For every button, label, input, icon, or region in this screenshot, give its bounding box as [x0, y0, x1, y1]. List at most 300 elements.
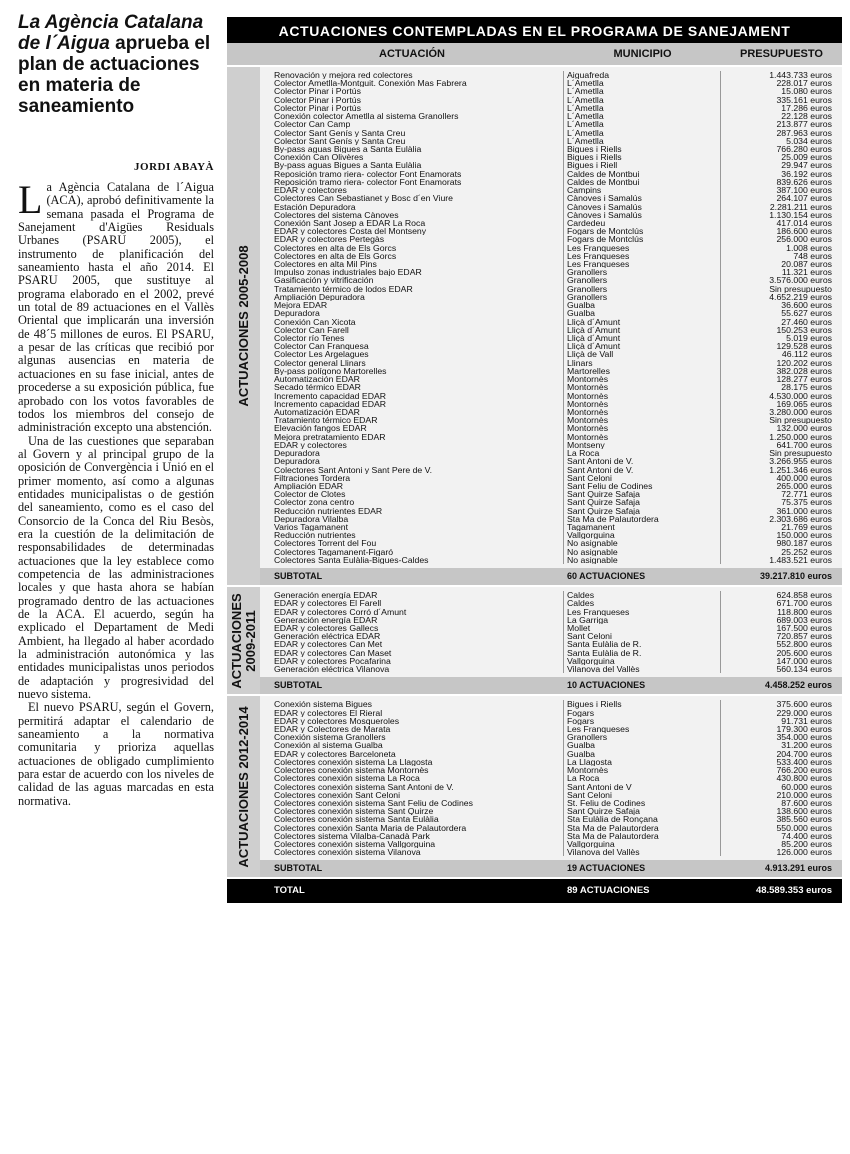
table-row [260, 161, 842, 169]
municipio-cell: Santa Eulàlia de R. [564, 649, 721, 657]
presupuesto-cell: 3.576.000 euros [769, 276, 832, 285]
table-row [260, 750, 842, 758]
table-row [260, 733, 842, 741]
actuacion-cell: Ampliación EDAR [260, 482, 564, 490]
actuacion-cell: Automatización EDAR [260, 408, 564, 416]
municipio-cell: Sant Celoni [564, 474, 721, 482]
presupuesto-cell: 264.107 euros [776, 194, 832, 203]
presupuesto-cell: 138.600 euros [776, 807, 832, 816]
presupuesto-cell: 46.112 euros [781, 350, 832, 359]
actuacion-cell: Mejora EDAR [260, 301, 564, 309]
table-row [260, 449, 842, 457]
presupuesto-cell: 210.000 euros [776, 790, 832, 799]
municipio-cell: Sta Ma de Palautordera [564, 832, 721, 840]
period-section [227, 694, 842, 877]
actuacion-cell: Gasificación y vitrificación [260, 276, 564, 284]
presupuesto-cell: 150.253 euros [776, 325, 832, 334]
presupuesto-cell: 624.858 euros [776, 591, 832, 600]
municipio-cell: Cànoves i Samalús [564, 211, 721, 219]
table-row [260, 466, 842, 474]
municipio-cell: L´Ametlla [564, 104, 721, 112]
presupuesto-cell: 87.600 euros [781, 798, 832, 808]
presupuesto-cell: 839.626 euros [776, 177, 832, 187]
actuacion-cell: Colector Pinar i Portús [260, 104, 564, 112]
municipio-cell: L´Ametlla [564, 96, 721, 104]
article-headline [18, 12, 214, 117]
actuacion-cell: Filtraciones Tordera [260, 474, 564, 482]
presupuesto-cell: 11.321 euros [781, 268, 832, 277]
byline: JORDI ABAYÀ [134, 161, 214, 173]
table-row [260, 203, 842, 211]
table-row [260, 848, 842, 856]
presupuesto-cell: 766.280 euros [776, 144, 832, 154]
actuacion-cell: EDAR y colectores Pertegàs [260, 235, 564, 243]
actuacion-cell: Conexión Can Olivères [260, 153, 564, 161]
presupuesto-cell: 128.277 euros [776, 375, 832, 384]
municipio-cell: Caldes de Montbui [564, 170, 721, 178]
municipio-cell: Sant Celoni [564, 791, 721, 799]
table-row [260, 717, 842, 725]
municipio-cell: Granollers [564, 733, 721, 741]
municipio-cell: Caldes [564, 591, 721, 599]
presupuesto-cell: 36.600 euros [781, 301, 832, 310]
table-row [260, 758, 842, 766]
table-row [260, 799, 842, 807]
header-spacer [227, 43, 260, 65]
table-row [260, 599, 842, 607]
subtotal-label: SUBTOTAL [274, 863, 323, 874]
municipio-cell: La Roca [564, 449, 721, 457]
article-body [18, 177, 214, 808]
municipio-cell: L´Ametlla [564, 87, 721, 95]
table-row [260, 725, 842, 733]
municipio-cell: Martorelles [564, 367, 721, 375]
actuacion-cell: Colectores del sistema Cànoves [260, 211, 564, 219]
actuacion-cell: Colectores conexión Santa Maria de Palautordera [260, 824, 564, 832]
presupuesto-cell: 1.443.733 euros [769, 71, 832, 80]
municipio-cell: Sant Quirze Safaja [564, 498, 721, 506]
presupuesto-cell: 1.008 euros [786, 243, 832, 252]
municipio-cell: L´Ametlla [564, 120, 721, 128]
actuacion-cell: EDAR y colectores Corró d´Amunt [260, 608, 564, 616]
table-row [260, 824, 842, 832]
presupuesto-cell: 748 euros [793, 251, 832, 261]
actuacion-cell: Colectores Sant Antoni y Sant Pere de V. [260, 466, 564, 474]
subtotal-row [260, 568, 842, 585]
presupuesto-cell: Sin presupuesto [769, 449, 832, 458]
period-label-text [230, 593, 258, 688]
table-row [260, 334, 842, 342]
municipio-cell: Caldes de Montbui [564, 178, 721, 186]
table-row [260, 178, 842, 186]
subtotal-amount: 39.217.810 euros [759, 571, 832, 582]
table-row [260, 235, 842, 243]
municipio-cell: Fogars [564, 709, 721, 717]
subtotal-row [260, 860, 842, 877]
municipio-cell: L´Ametlla [564, 129, 721, 137]
municipio-cell: Sant Feliu de Codines [564, 482, 721, 490]
table-row [260, 657, 842, 665]
municipio-cell: Lliçà d´Amunt [564, 334, 721, 342]
actuacion-cell: Colectores conexión sistema Vilanova [260, 848, 564, 856]
presupuesto-cell: 15.080 euros [781, 87, 832, 96]
actuacion-cell: EDAR y colectores [260, 186, 564, 194]
table-row [260, 285, 842, 293]
table-row [260, 260, 842, 268]
period-label-line: ACTUACIONES [228, 593, 244, 689]
table-row [260, 268, 842, 276]
presupuesto-cell: 22.128 euros [781, 112, 832, 121]
presupuesto-cell: 5.034 euros [786, 136, 832, 145]
municipio-cell: Vilanova del Vallès [564, 665, 721, 673]
municipio-cell: Sant Celoni [564, 632, 721, 640]
municipio-cell: Lliçà de Vall [564, 350, 721, 358]
table-row [260, 326, 842, 334]
presupuesto-cell: 265.000 euros [776, 481, 832, 491]
header-municipio: MUNICIPIO [613, 48, 672, 60]
table-row [260, 137, 842, 145]
presupuesto-cell: 55.627 euros [781, 309, 832, 318]
actuacion-cell: By-pass aguas Bigues a Santa Eulàlia [260, 145, 564, 153]
municipio-cell: Sta Eulàlia de Ronçana [564, 815, 721, 823]
presupuesto-cell: 533.400 euros [776, 757, 832, 767]
actuacion-cell: Colectores Tagamanent-Figaró [260, 548, 564, 556]
actuacion-cell: By-pass polígono Martorelles [260, 367, 564, 375]
actuacion-cell: Colector Pinar i Portús [260, 87, 564, 95]
table-row [260, 515, 842, 523]
presupuesto-cell: 689.003 euros [776, 615, 832, 624]
table-row [260, 87, 842, 95]
municipio-cell: Sant Quirze Safaja [564, 807, 721, 815]
article-column [18, 12, 214, 808]
presupuesto-cell: 85.200 euros [781, 840, 832, 849]
presupuesto-cell: Sin presupuesto [769, 284, 832, 293]
table-row [260, 591, 842, 599]
actuacion-cell: Incremento capacidad EDAR [260, 400, 564, 408]
table-row [260, 539, 842, 547]
presupuesto-cell: 204.700 euros [776, 749, 832, 758]
presupuesto-cell: 147.000 euros [776, 656, 832, 666]
presupuesto-cell: 671.700 euros [776, 599, 832, 608]
table-row [260, 276, 842, 284]
actuacion-cell: Colectores conexión sistema Sant Quirze [260, 807, 564, 815]
municipio-cell: Bigues i Riells [564, 700, 721, 708]
municipio-cell: Granollers [564, 293, 721, 301]
actuacion-cell: EDAR y colectores Costa del Montseny [260, 227, 564, 235]
presupuesto-cell: 4.530.000 euros [769, 391, 832, 400]
municipio-cell: Granollers [564, 276, 721, 284]
actuacion-cell: Depuradora [260, 457, 564, 465]
presupuesto-cell: 25.009 euros [781, 153, 832, 162]
presupuesto-cell: 132.000 euros [776, 424, 832, 433]
actuacion-cell: Colectores en alta de Els Gorcs [260, 252, 564, 260]
actuacion-cell: Renovación y mejora red colectores [260, 71, 564, 79]
section-rows [260, 67, 842, 585]
municipio-cell: Les Franqueses [564, 252, 721, 260]
subtotal-amount: 4.458.252 euros [764, 680, 832, 691]
actuacion-cell: Generación eléctrica Vilanova [260, 665, 564, 673]
actuacion-cell: Colector Can Camp [260, 120, 564, 128]
municipio-cell: Les Franqueses [564, 244, 721, 252]
actuacion-cell: Tratamiento térmico EDAR [260, 416, 564, 424]
actuacion-cell: Generación energía EDAR [260, 591, 564, 599]
municipio-cell: Les Franqueses [564, 260, 721, 268]
table-row [260, 104, 842, 112]
presupuesto-cell: 5.019 euros [786, 334, 832, 343]
municipio-cell: Mollet [564, 624, 721, 632]
actuacion-cell: Depuradora [260, 309, 564, 317]
presupuesto-cell: 256.000 euros [776, 235, 832, 244]
presupuesto-cell: 417.014 euros [776, 218, 832, 228]
municipio-cell: Vallgorguina [564, 531, 721, 539]
table-row [260, 244, 842, 252]
table-row [260, 741, 842, 749]
actuacion-cell: Colectores conexión sistema La Roca [260, 774, 564, 782]
table-row [260, 342, 842, 350]
presupuesto-cell: 17.286 euros [781, 103, 832, 113]
presupuesto-cell: 375.600 euros [776, 700, 832, 709]
actuacion-cell: By-pass aguas Bigues a Santa Eulàlia [260, 161, 564, 169]
presupuesto-cell: 126.000 euros [776, 848, 832, 857]
table-header [227, 43, 842, 65]
actuacion-cell: EDAR y colectores Pocafarina [260, 657, 564, 665]
table-row [260, 211, 842, 219]
presupuesto-cell: 120.202 euros [776, 358, 832, 367]
actuacion-cell: EDAR y Colectores de Marata [260, 725, 564, 733]
presupuesto-cell: 72.771 euros [781, 490, 832, 499]
presupuesto-cell: 169.065 euros [776, 399, 832, 408]
period-label-text [237, 706, 251, 867]
actuacion-cell: Colectores conexión sistema Vallgorguina [260, 840, 564, 848]
presupuesto-cell: 400.000 euros [776, 473, 832, 482]
period-label-line: 2009-2011 [242, 610, 258, 672]
municipio-cell: Llinars [564, 359, 721, 367]
actuacion-cell: Conexión Sant Josep a EDAR La Roca [260, 219, 564, 227]
table-row [260, 632, 842, 640]
presupuesto-cell: 4.652.219 euros [769, 292, 832, 302]
actuacion-cell: Generación energía EDAR [260, 616, 564, 624]
presupuesto-cell: 150.000 euros [776, 531, 832, 540]
presupuesto-cell: 27.460 euros [781, 317, 832, 326]
actuacion-cell: Colectores conexión sistema La Llagosta [260, 758, 564, 766]
presupuesto-cell: 1.483.521 euros [769, 555, 832, 565]
table-row [260, 441, 842, 449]
total-row [227, 877, 842, 903]
actuaciones-table [227, 17, 842, 1145]
table-row [260, 774, 842, 782]
municipio-cell: Montornès [564, 392, 721, 400]
subtotal-count: 10 ACTUACIONES [567, 680, 646, 691]
actuacion-cell: Colector Les Argelagues [260, 350, 564, 358]
actuacion-cell: Depuradora Vilalba [260, 515, 564, 523]
municipio-cell: Sant Antoni de V. [564, 466, 721, 474]
municipio-cell: La Llagosta [564, 758, 721, 766]
municipio-cell: Vilanova del Vallès [564, 848, 721, 856]
table-row [260, 556, 842, 564]
period-label-line: ACTUACIONES 2012-2014 [235, 706, 251, 868]
table-row [260, 832, 842, 840]
actuacion-cell: Conexión sistema Bigues [260, 700, 564, 708]
actuacion-cell: Colectores en alta Mil Pins [260, 260, 564, 268]
table-row [260, 791, 842, 799]
presupuesto-cell: 552.800 euros [776, 640, 832, 649]
municipio-cell: Lliçà d´Amunt [564, 318, 721, 326]
presupuesto-cell: 1.130.154 euros [769, 210, 832, 219]
table-row [260, 424, 842, 432]
municipio-cell: Bigues i Riells [564, 153, 721, 161]
presupuesto-cell: 560.134 euros [776, 665, 832, 674]
presupuesto-cell: 2.281.211 euros [769, 202, 832, 211]
municipio-cell: Montornès [564, 433, 721, 441]
presupuesto-cell: 186.600 euros [776, 227, 832, 236]
header-actuacion: ACTUACIÓN [379, 48, 445, 60]
table-row [260, 523, 842, 531]
actuacion-cell: Colector Can Franquesa [260, 342, 564, 350]
actuacion-cell: Depuradora [260, 449, 564, 457]
table-row [260, 608, 842, 616]
paragraph-text: a Agència Catalana de l´Aigua (ACA), aprobó definitivamente la semana pasada el Programa de Sanejament d'Aigües Residuals Urbanes (PSARU 2005), el instrumento de planificación del saneamiento hasta el año 2014. El PSARU 2005, que sustituye al programa elaborado en el 2002, prevé un total de 89 actuaciones en el Vallès Oriental que implicarán una inversión de 48´5 millones de euros. El PSARU, a pesar de las críticas que recibió por algunas ausencias en materia de actuaciones en su fase inicial, antes de procederse a su exposición pública, fue aprobado con los votos favorables de todos los miembros del consejo de administración excepto una abstención. [18, 180, 214, 435]
actuacion-cell: Reposición tramo riera- colector Font Enamorats [260, 178, 564, 186]
headline-agency: La Agència Catalana de l´Aigua [18, 12, 204, 54]
actuacion-cell: Ampliación Depuradora [260, 293, 564, 301]
presupuesto-cell: 387.100 euros [776, 186, 832, 195]
presupuesto-cell: 550.000 euros [776, 823, 832, 832]
actuacion-cell: Impulso zonas industriales bajo EDAR [260, 268, 564, 276]
municipio-cell: Vallgorguina [564, 840, 721, 848]
municipio-cell: Gualba [564, 741, 721, 749]
actuacion-cell: Colectores en alta de Els Gorcs [260, 244, 564, 252]
article-paragraph-1 [18, 177, 214, 435]
presupuesto-cell: 3.266.955 euros [769, 457, 832, 466]
presupuesto-cell: 91.731 euros [781, 716, 832, 725]
headline-text: aprueba el plan de actuaciones en materia de saneamiento [18, 33, 211, 117]
table-row [260, 807, 842, 815]
period-label [227, 67, 260, 585]
article-paragraph-2: Una de las cuestiones que separaban al Govern y al principal grupo de la oposición de Convergència i Unió en el primer momento, así como a algunas entidades municipalistas o de gestión del saneamiento, como es el caso del Consorcio de la Conca del Riu Besòs, era la cuestión de la delimitación de responsabilidades de determinadas actuaciones que la ley establece como competencia de las administraciones locales y que hasta ahora se habían programado dentro de las actuaciones de la ACA. El acuerdo, según ha explicado el Departament de Medi Ambient, ha llegado al haber acordado la administración autonómica y las entidades municipalistas unos periodos de adaptación y progresividad del nuevo sistema. [18, 433, 214, 702]
table-row [260, 665, 842, 673]
table-row [260, 416, 842, 424]
presupuesto-cell: 60.000 euros [781, 782, 832, 791]
actuacion-cell: Colector Pinar i Portús [260, 96, 564, 104]
table-row [260, 153, 842, 161]
table-row [260, 700, 842, 708]
presupuesto-cell: 25.252 euros [781, 547, 832, 556]
total-amount: 48.589.353 euros [755, 885, 832, 897]
presupuesto-cell: 229.000 euros [776, 708, 832, 717]
table-row [260, 219, 842, 227]
table-row [260, 616, 842, 624]
table-row [260, 112, 842, 120]
actuacion-cell: Secado térmico EDAR [260, 383, 564, 391]
table-row [260, 145, 842, 153]
municipio-cell: L´Ametlla [564, 112, 721, 120]
table-row [260, 640, 842, 648]
municipio-cell: Fogars de Montclús [564, 227, 721, 235]
actuacion-cell: Colector Sant Genís y Santa Creu [260, 129, 564, 137]
presupuesto-cell: 167.500 euros [776, 624, 832, 633]
section-rows [260, 587, 842, 694]
municipio-cell: Gualba [564, 301, 721, 309]
municipio-cell: Bigues i Riell [564, 161, 721, 169]
municipio-cell: Tagamanent [564, 523, 721, 531]
table-row [260, 408, 842, 416]
municipio-cell: Gualba [564, 309, 721, 317]
table-row [260, 531, 842, 539]
actuacion-cell: EDAR y colectores Barceloneta [260, 750, 564, 758]
actuacion-cell: Colector río Tenes [260, 334, 564, 342]
actuacion-cell: Colector Sant Genís y Santa Creu [260, 137, 564, 145]
actuacion-cell: Colectores conexión sistema Sant Feliu de Codines [260, 799, 564, 807]
actuacion-cell: Tratamiento térmico de lodos EDAR [260, 285, 564, 293]
actuacion-cell: EDAR y colectores Can Maset [260, 649, 564, 657]
municipio-cell: Montornès [564, 375, 721, 383]
table-row [260, 766, 842, 774]
table-row [260, 96, 842, 104]
presupuesto-cell: 20.087 euros [781, 260, 832, 269]
actuacion-cell: Colectores Can Sebastianet y Bosc d´en Viure [260, 194, 564, 202]
actuacion-cell: EDAR y colectores Mosqueroles [260, 717, 564, 725]
table-row [260, 815, 842, 823]
actuacion-cell: Colectores conexión sistema Sant Antoni de V. [260, 783, 564, 791]
presupuesto-cell: 430.800 euros [776, 774, 832, 783]
presupuesto-cell: 1.250.000 euros [769, 432, 832, 441]
municipio-cell: Vallgorguina [564, 657, 721, 665]
municipio-cell: Lliçà d´Amunt [564, 342, 721, 350]
subtotal-row [260, 677, 842, 694]
municipio-cell: Cardedeu [564, 219, 721, 227]
municipio-cell: Sant Antoni de V [564, 783, 721, 791]
actuacion-cell: Reducción nutrientes [260, 531, 564, 539]
actuacion-cell: Estación Depuradora [260, 203, 564, 211]
table-row [260, 624, 842, 632]
municipio-cell: No asignable [564, 539, 721, 547]
presupuesto-cell: 354.000 euros [776, 733, 832, 742]
actuacion-cell: Colector Ametlla-Montguit. Conexión Mas Fabrera [260, 79, 564, 87]
presupuesto-cell: 31.200 euros [781, 741, 832, 750]
actuacion-cell: Colectores sistema Vilalba-Canadà Park [260, 832, 564, 840]
period-label [227, 696, 260, 877]
actuacion-cell: Colectores conexión sistema Montornès [260, 766, 564, 774]
presupuesto-cell: 213.877 euros [776, 120, 832, 129]
header-presupuesto: PRESUPUESTO [740, 48, 823, 60]
presupuesto-cell: 179.300 euros [776, 724, 832, 734]
table-row [260, 498, 842, 506]
actuacion-cell: Conexión Can Xicota [260, 318, 564, 326]
table-row [260, 400, 842, 408]
presupuesto-cell: 361.000 euros [776, 506, 832, 515]
table-row [260, 309, 842, 317]
municipio-cell: Sta Ma de Palautordera [564, 824, 721, 832]
table-row [260, 79, 842, 87]
actuacion-cell: Reposición tramo riera- colector Font Enamorats [260, 170, 564, 178]
table-row [260, 359, 842, 367]
presupuesto-cell: 766.200 euros [776, 766, 832, 775]
presupuesto-cell: 385.560 euros [776, 815, 832, 824]
municipio-cell: Montornès [564, 408, 721, 416]
municipio-cell: Lliçà d´Amunt [564, 326, 721, 334]
actuacion-cell: Colectores Torrent del Fou [260, 539, 564, 547]
table-row [260, 367, 842, 375]
presupuesto-cell: Sin presupuesto [769, 416, 832, 425]
municipio-cell: Montornès [564, 766, 721, 774]
presupuesto-cell: 382.028 euros [776, 366, 832, 376]
actuacion-cell: EDAR y colectores Can Met [260, 640, 564, 648]
actuacion-cell: Automatización EDAR [260, 375, 564, 383]
table-row [260, 840, 842, 848]
municipio-cell: Sant Quirze Safaja [564, 507, 721, 515]
actuacion-cell: Varios Tagamanent [260, 523, 564, 531]
actuacion-cell: EDAR y colectores El Rieral [260, 709, 564, 717]
